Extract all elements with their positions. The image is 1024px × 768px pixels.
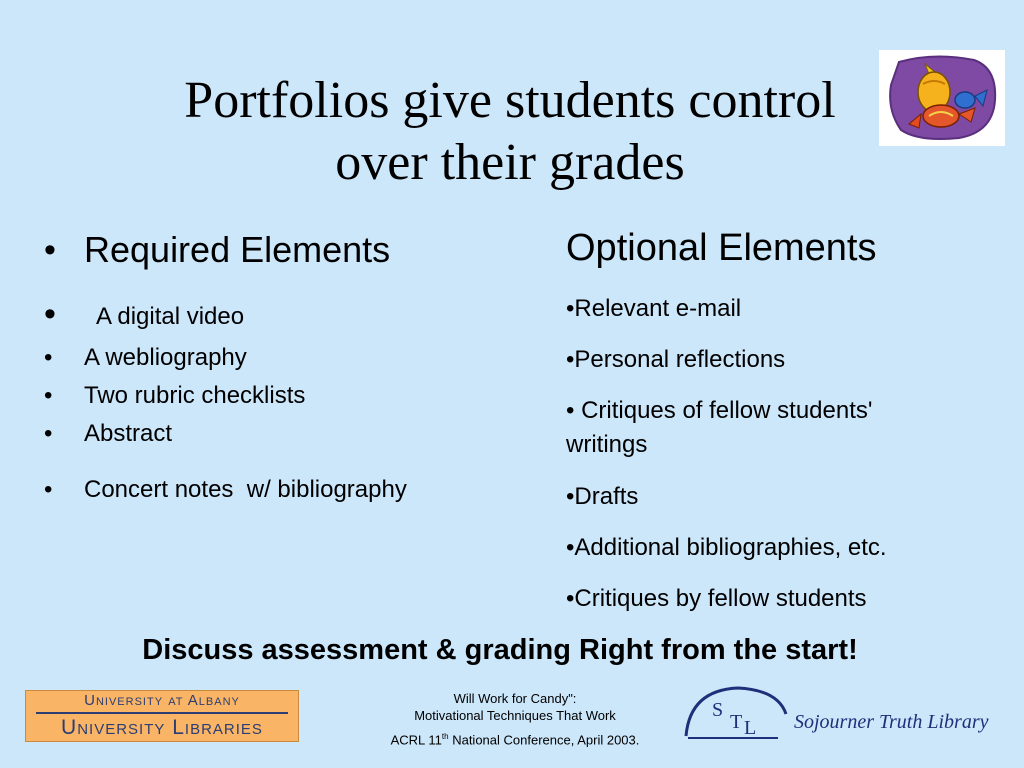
stl-t: T bbox=[730, 711, 743, 733]
logo-line-1: University at Albany bbox=[84, 692, 240, 709]
bullet: • bbox=[44, 420, 53, 447]
list-item: Two rubric checklists bbox=[84, 382, 306, 409]
footer-conference: ACRL 11th National Conference, April 2003. bbox=[390, 732, 640, 748]
list-item: Concert notes w/ bibliography bbox=[84, 476, 407, 503]
list-item: writings bbox=[566, 431, 648, 458]
slide-title-line-2: over their grades bbox=[335, 134, 685, 191]
logo-line-2: University Libraries bbox=[61, 716, 263, 739]
list-item: •Relevant e-mail bbox=[566, 295, 742, 322]
bullet: • bbox=[44, 231, 56, 269]
logo-divider bbox=[36, 712, 288, 714]
sojourner-truth-library-logo bbox=[682, 684, 992, 746]
footer-line-2: Motivational Techniques That Work bbox=[414, 708, 616, 723]
bullet: • bbox=[44, 295, 56, 333]
bullet: • bbox=[44, 382, 53, 409]
list-item: A webliography bbox=[84, 344, 247, 371]
stl-s: S bbox=[712, 699, 724, 721]
university-libraries-logo bbox=[25, 690, 299, 742]
list-item: Abstract bbox=[84, 420, 173, 447]
list-item: •Additional bibliographies, etc. bbox=[566, 534, 887, 561]
slide-title-line-1: Portfolios give students control bbox=[184, 72, 836, 129]
bullet: • bbox=[44, 476, 53, 503]
footer-center bbox=[340, 690, 690, 748]
optional-heading: Optional Elements bbox=[566, 227, 877, 269]
callout-text: Discuss assessment & grading Right from the start! bbox=[142, 634, 858, 666]
stl-l: L bbox=[744, 717, 757, 739]
footer-line-1: Will Work for Candy": bbox=[453, 691, 577, 706]
stl-logo-text: Sojourner Truth Library bbox=[794, 711, 989, 733]
list-item: •Personal reflections bbox=[566, 346, 786, 373]
list-item: • Critiques of fellow students' bbox=[566, 397, 873, 424]
candy-icon bbox=[879, 50, 1005, 146]
list-item: A digital video bbox=[96, 303, 245, 330]
slide-title bbox=[60, 70, 960, 194]
list-item: •Critiques by fellow students bbox=[566, 585, 867, 612]
required-heading: Required Elements bbox=[84, 229, 391, 270]
list-item: •Drafts bbox=[566, 483, 639, 510]
bullet: • bbox=[44, 344, 53, 371]
